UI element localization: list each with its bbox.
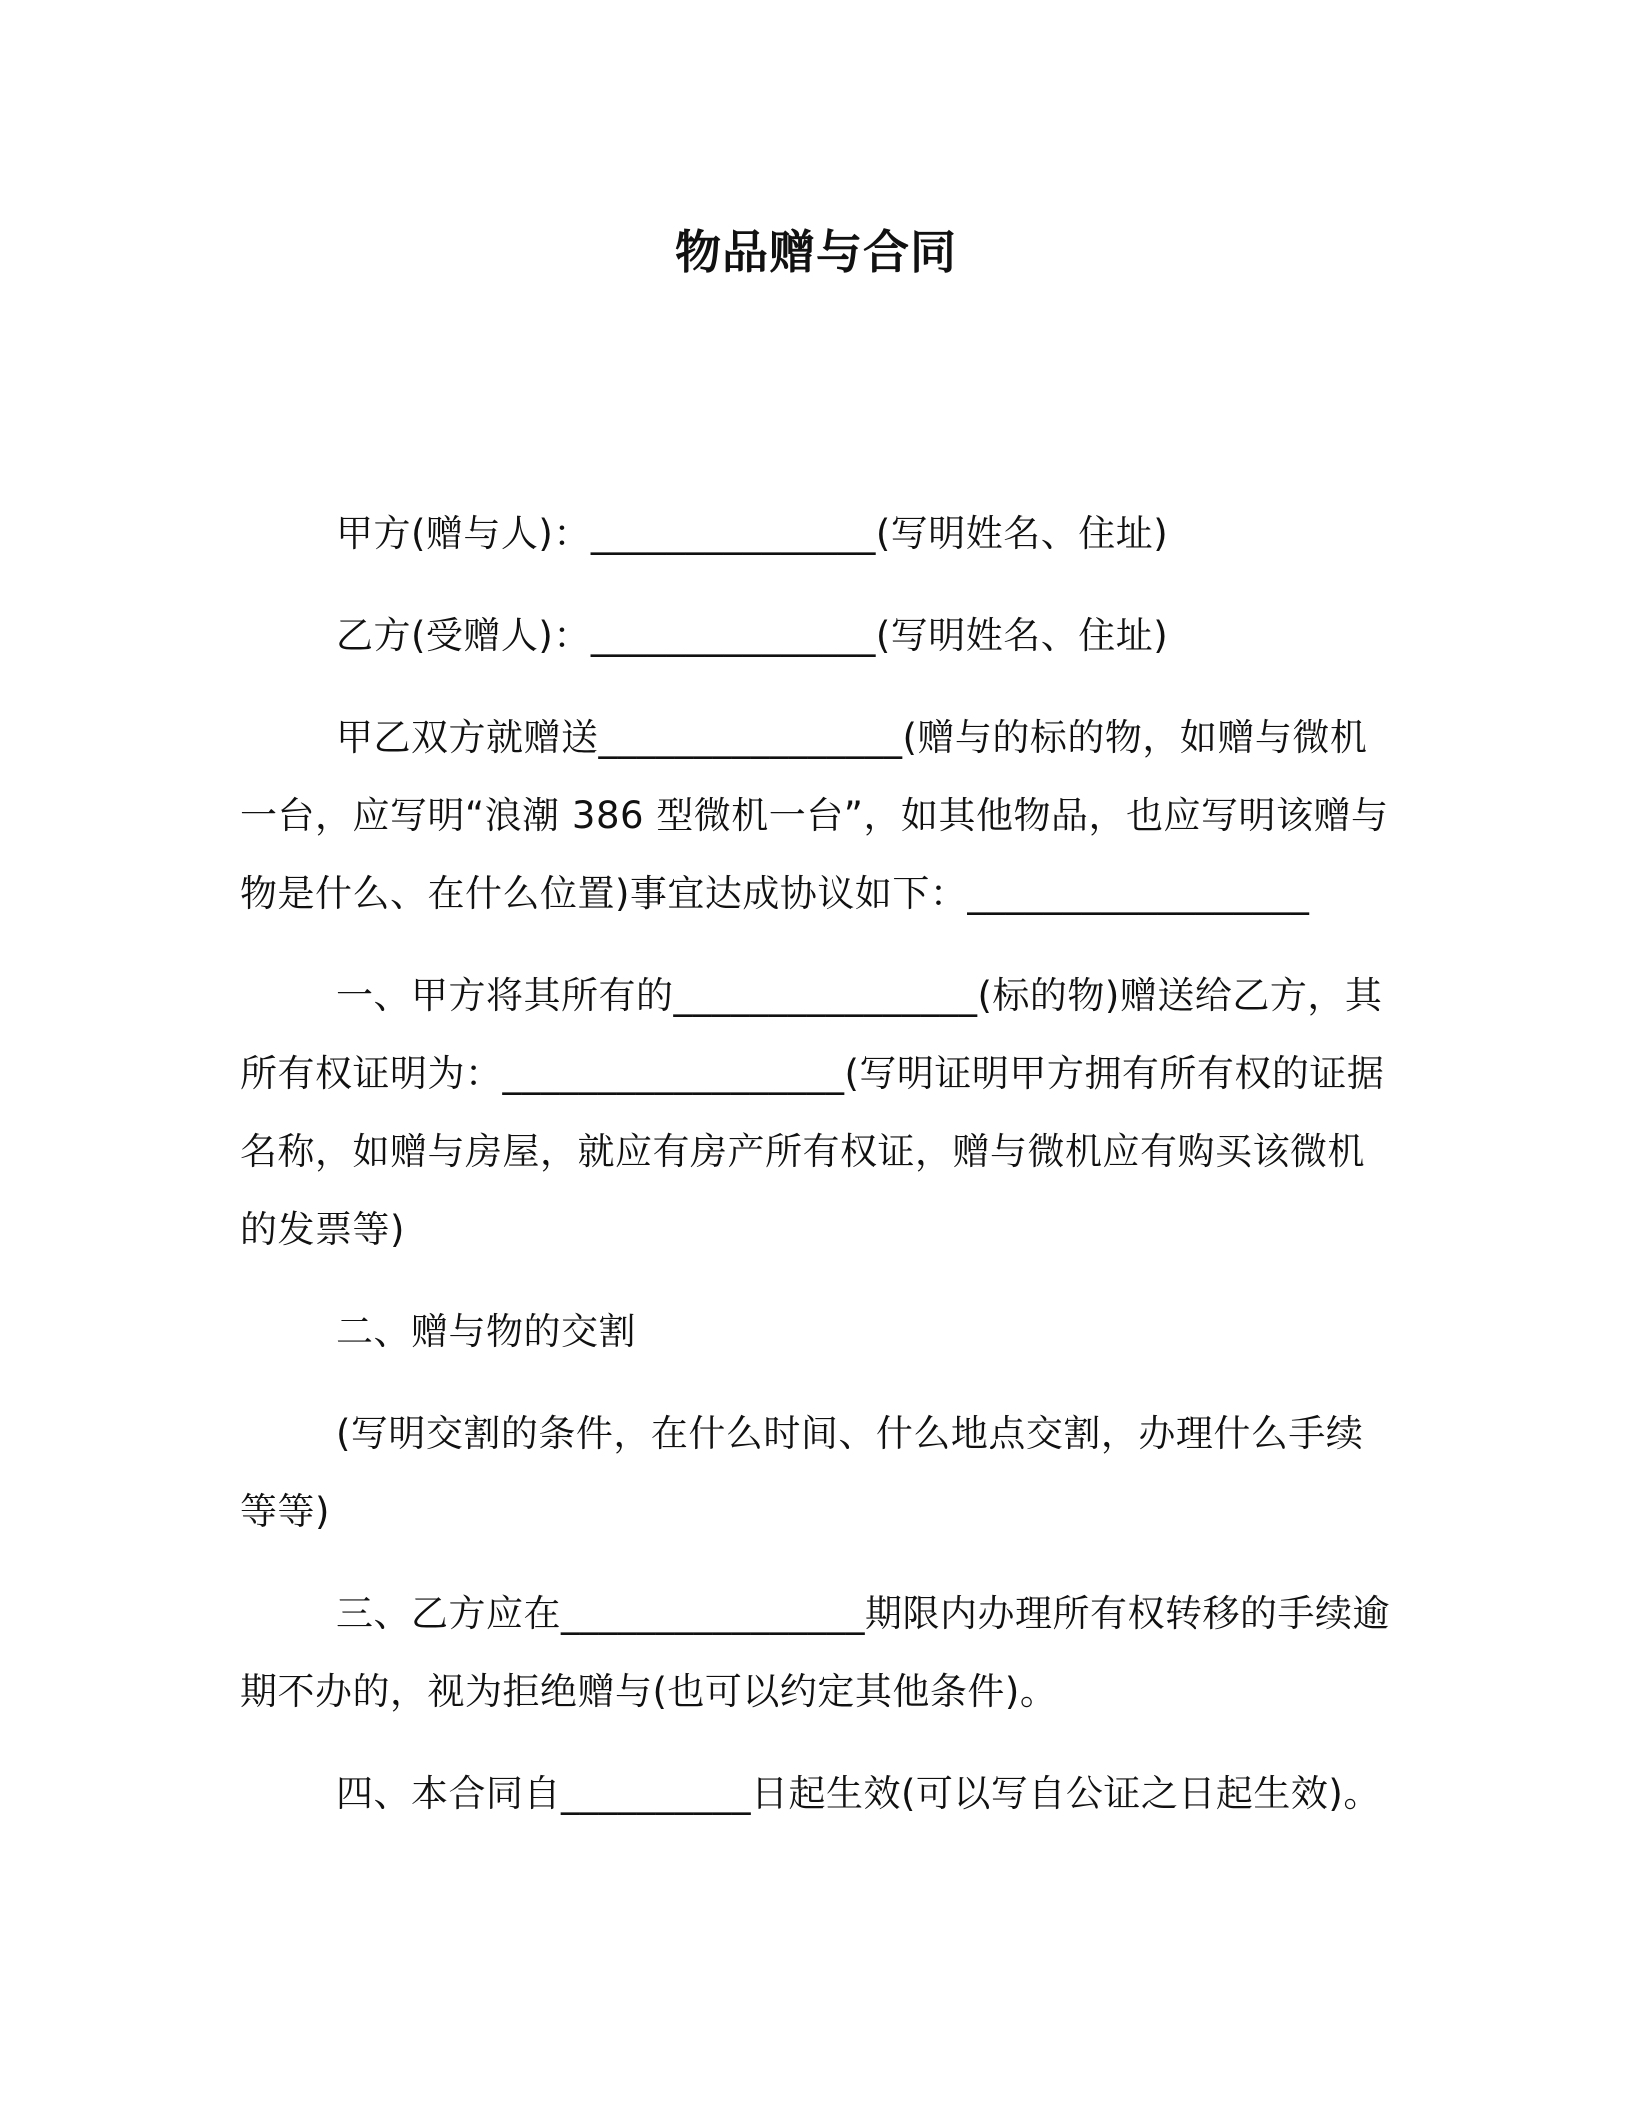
clause-two-heading: 二、赠与物的交割 xyxy=(336,1310,636,1353)
clause-four: 四、本合同自__________日起生效(可以写自公证之日起生效)。 xyxy=(336,1772,1381,1815)
clause-party-a: 甲方(赠与人)：_______________(写明姓名、住址) xyxy=(336,512,1169,555)
document-body xyxy=(240,495,1390,1857)
clause-one: 一、甲方将其所有的________________(标的物)赠送给乙方，其所有权证明为：__________________(写明证明甲方拥有所有权的证据名称，如赠与房屋，就应有房产所有权证，赠与微机应有购买该微机的发票等) xyxy=(240,974,1385,1251)
clause-preamble: 甲乙双方就赠送________________(赠与的标的物，如赠与微机一台，应写明“浪潮 386 型微机一台”，如其他物品，也应写明该赠与物是什么、在什么位置)事宜达成协议如下：__________________ xyxy=(240,716,1389,915)
clause-two-detail: (写明交割的条件，在什么时间、什么地点交割，办理什么手续等等) xyxy=(240,1412,1364,1533)
clause-party-b: 乙方(受赠人)：_______________(写明姓名、住址) xyxy=(336,614,1169,657)
clause-three: 三、乙方应在________________期限内办理所有权转移的手续逾期不办的，视为拒绝赠与(也可以约定其他条件)。 xyxy=(240,1592,1390,1713)
document-title: 物品赠与合同 xyxy=(675,225,957,279)
